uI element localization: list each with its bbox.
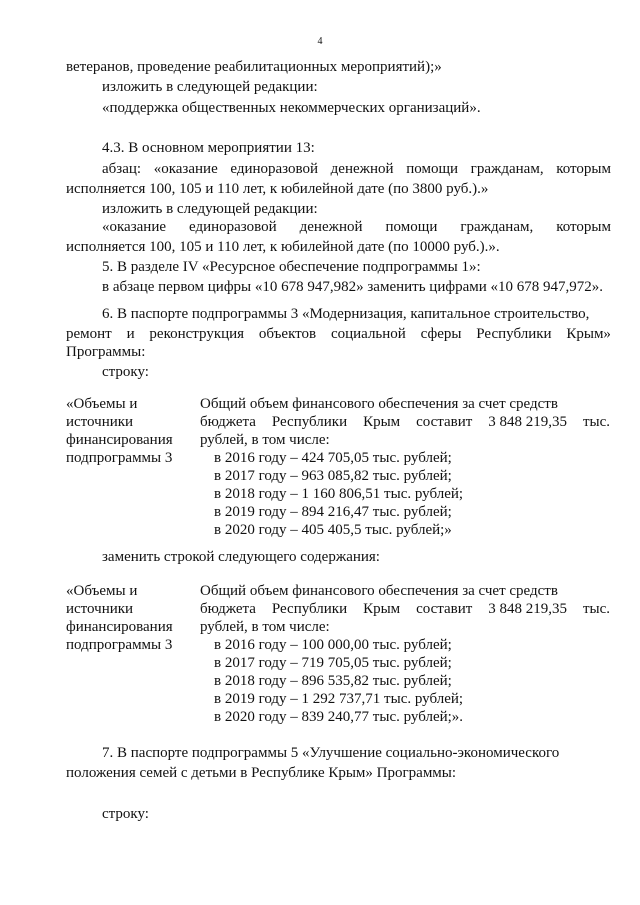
- word: которым: [556, 161, 611, 177]
- text-line: изложить в следующей редакции:: [102, 201, 318, 217]
- word: абзац:: [102, 161, 142, 177]
- block-text-line: рублей, в том числе:: [200, 432, 330, 448]
- block-text-line: рублей, в том числе:: [200, 619, 330, 635]
- block-label-line: подпрограммы 3: [66, 637, 173, 653]
- word: объектов: [258, 326, 317, 342]
- word: «оказание: [153, 161, 218, 177]
- year-line: в 2017 году – 963 085,82 тыс. рублей;: [214, 468, 452, 484]
- page-number: 4: [317, 36, 323, 47]
- block-label-line: подпрограммы 3: [66, 450, 173, 466]
- text-line: в абзаце первом цифры «10 678 947,982» заменить цифрами «10 678 947,972».: [102, 279, 603, 295]
- justified-line: [102, 160, 611, 178]
- year-line: в 2020 году – 405 405,5 тыс. рублей;»: [214, 522, 452, 538]
- word: Крым»: [566, 326, 611, 342]
- word: гражданам,: [460, 219, 534, 235]
- section-heading: 5. В разделе IV «Ресурсное обеспечение подпрограммы 1»:: [102, 259, 481, 275]
- word: бюджета: [200, 414, 256, 430]
- block-label-line: источники: [66, 414, 134, 430]
- word: сферы: [420, 326, 462, 342]
- word: помощи: [385, 219, 438, 235]
- word: бюджета: [200, 601, 256, 617]
- word: и: [126, 326, 135, 342]
- word: денежной: [330, 161, 394, 177]
- block-label-line: финансирования: [66, 619, 173, 635]
- word: реконструкция: [149, 326, 245, 342]
- year-line: в 2017 году – 719 705,05 тыс. рублей;: [214, 655, 452, 671]
- text-line: ветеранов, проведение реабилитационных мероприятий);»: [66, 59, 442, 75]
- word: помощи: [406, 161, 459, 177]
- word: Республики: [271, 414, 348, 430]
- block-justified-line: [200, 413, 610, 431]
- word: денежной: [299, 219, 363, 235]
- justified-line: [66, 325, 611, 343]
- word: составит: [416, 414, 473, 430]
- word: которым: [556, 219, 611, 235]
- text-line: заменить строкой следующего содержания:: [102, 549, 380, 565]
- word: Крым: [363, 414, 401, 430]
- block-text-line: Общий объем финансового обеспечения за счет средств: [200, 396, 558, 412]
- block-justified-line: [200, 600, 610, 618]
- year-line: в 2016 году – 424 705,05 тыс. рублей;: [214, 450, 452, 466]
- text-line: строку:: [102, 806, 149, 822]
- word: единоразовой: [189, 219, 277, 235]
- word: гражданам,: [470, 161, 544, 177]
- block-text-line: Общий объем финансового обеспечения за счет средств: [200, 583, 558, 599]
- word: социальной: [330, 326, 406, 342]
- year-line: в 2020 году – 839 240,77 тыс. рублей;».: [214, 709, 464, 725]
- year-line: в 2019 году – 894 216,47 тыс. рублей;: [214, 504, 452, 520]
- word: тыс.: [582, 601, 610, 617]
- section-heading: 4.3. В основном мероприятии 13:: [102, 140, 315, 156]
- word: Республики: [271, 601, 348, 617]
- block-label-line: источники: [66, 601, 134, 617]
- word: Республики: [476, 326, 552, 342]
- word: «оказание: [102, 219, 167, 235]
- year-line: в 2018 году – 1 160 806,51 тыс. рублей;: [214, 486, 464, 502]
- word: Крым: [363, 601, 401, 617]
- text-line: исполняется 100, 105 и 110 лет, к юбилейной дате (по 3800 руб.).»: [66, 181, 489, 197]
- text-line: строку:: [102, 364, 149, 380]
- block-label-line: финансирования: [66, 432, 173, 448]
- section-heading: 7. В паспорте подпрограммы 5 «Улучшение социально-экономического: [102, 745, 560, 761]
- word: единоразовой: [230, 161, 319, 177]
- block-label-line: «Объемы и: [66, 583, 138, 599]
- year-line: в 2018 году – 896 535,82 тыс. рублей;: [214, 673, 452, 689]
- word: составит: [416, 601, 473, 617]
- year-line: в 2016 году – 100 000,00 тыс. рублей;: [214, 637, 452, 653]
- word: 3 848 219,35: [488, 414, 568, 430]
- year-line: в 2019 году – 1 292 737,71 тыс. рублей;: [214, 691, 464, 707]
- word: ремонт: [66, 326, 112, 342]
- word: 3 848 219,35: [488, 601, 568, 617]
- justified-line: [102, 218, 611, 236]
- block-label-line: «Объемы и: [66, 396, 138, 412]
- word: тыс.: [582, 414, 610, 430]
- text-line: изложить в следующей редакции:: [102, 79, 318, 95]
- text-line: «поддержка общественных некоммерческих организаций».: [102, 100, 481, 116]
- section-heading: 6. В паспорте подпрограммы 3 «Модернизация, капитальное строительство,: [102, 306, 590, 322]
- text-line: исполняется 100, 105 и 110 лет, к юбилейной дате (по 10000 руб.).».: [66, 239, 500, 255]
- text-line: положения семей с детьми в Республике Крым» Программы:: [66, 765, 457, 781]
- text-line: Программы:: [66, 344, 146, 360]
